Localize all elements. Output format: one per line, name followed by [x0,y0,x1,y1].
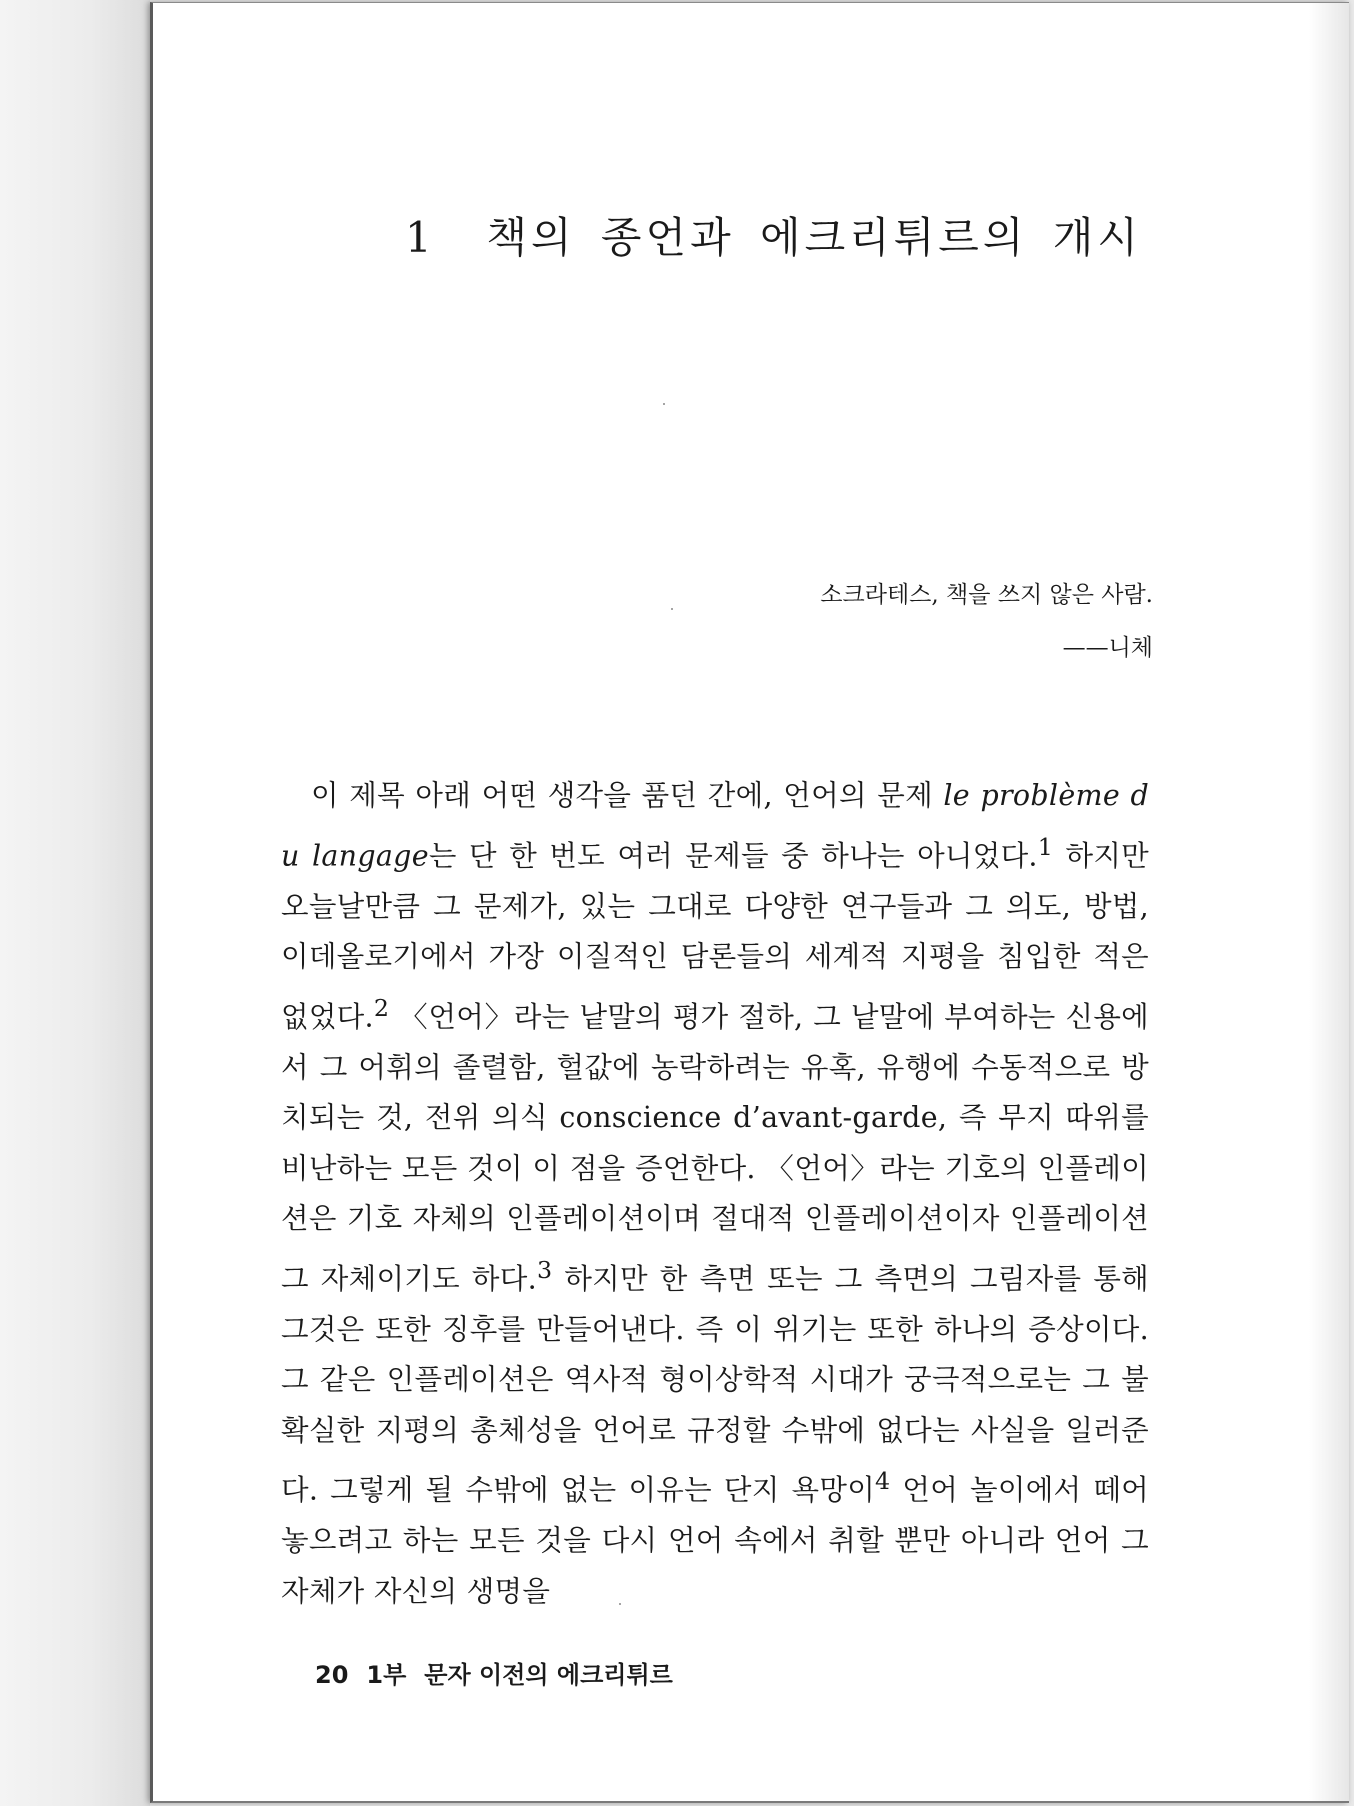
footnote-ref-4[interactable]: 4 [875,1467,891,1495]
left-margin [0,0,150,1806]
book-page [150,2,1349,1803]
page-footer [315,1655,691,1690]
body-text-1: 이 제목 아래 어떤 생각을 품던 간에, 언어의 문제 [311,779,944,812]
scan-speck [671,608,673,610]
body-text-2: 는 단 한 번도 여러 문제들 중 하나는 아니었다. [428,839,1038,872]
body-text-3: 하지만 오늘날만큼 그 문제가, 있는 그대로 다양한 연구들과 그 의도, 방법, 이데올로기에서 가장 이질적인 담론들의 세계적 지평을 침입한 적은 없었다. [281,839,1149,1033]
body-italic-term: le problème du langage [281,779,1149,872]
epigraph-attribution: ——니체 [1062,635,1153,661]
footer-part-title: 문자 이전의 에크리튀르 [424,1661,673,1689]
footnote-ref-3[interactable]: 3 [536,1255,553,1284]
footnote-ref-2[interactable]: 2 [373,993,390,1022]
body-text-6: 언어 놀이에서 떼어놓으려고 하는 모든 것을 다시 언어 속에서 취할 뿐만 아니라 언어 그 자체가 자신의 생명을 [281,1473,1149,1608]
body-text-5: 하지만 한 측면 또는 그 측면의 그림자를 통해 그것은 또한 징후를 만들어낸다. 즉 이 위기는 또한 하나의 증상이다. 그 같은 인플레이션은 역사적 형이상학적 시대가 궁극적으로는 그 불확실한 지평의 총체성을 언어로 규정할 수밖에 없다는 사실을 일러준다. 그렇게 될 수밖에 없는 이유는 단지 욕망이 [281,1262,1149,1507]
epigraph [820,569,1153,675]
page-edge-shadow [1309,3,1349,1801]
footnote-ref-1[interactable]: 1 [1037,832,1054,861]
chapter-title [405,205,1142,265]
scan-speck [663,403,665,405]
epigraph-quote: 소크라테스, 책을 쓰지 않은 사람. [820,582,1153,608]
page-number: 20 [315,1661,349,1689]
footer-part: 1부 [366,1661,407,1689]
body-text-4: 〈언어〉라는 낱말의 평가 절하, 그 낱말에 부여하는 신용에서 그 어휘의 졸렬함, 헐값에 농락하려는 유혹, 유행에 수동적으로 방치되는 것, 전위 의식 conscience d’avant-garde, 즉 무지 따위를 비난하는 모든 것이 이 점을 증언한다. 〈언어〉라는 기호의 인플레이션은 기호 자체의 인플레이션이며 절대적 인플레이션이자 인플레이션 그 자체이기도 하다. [281,1000,1149,1295]
body-paragraph [281,771,1149,1617]
chapter-number: 1 [405,213,436,262]
scan-speck [619,1603,621,1605]
chapter-title-text: 책의 종언과 에크리튀르의 개시 [486,213,1142,262]
